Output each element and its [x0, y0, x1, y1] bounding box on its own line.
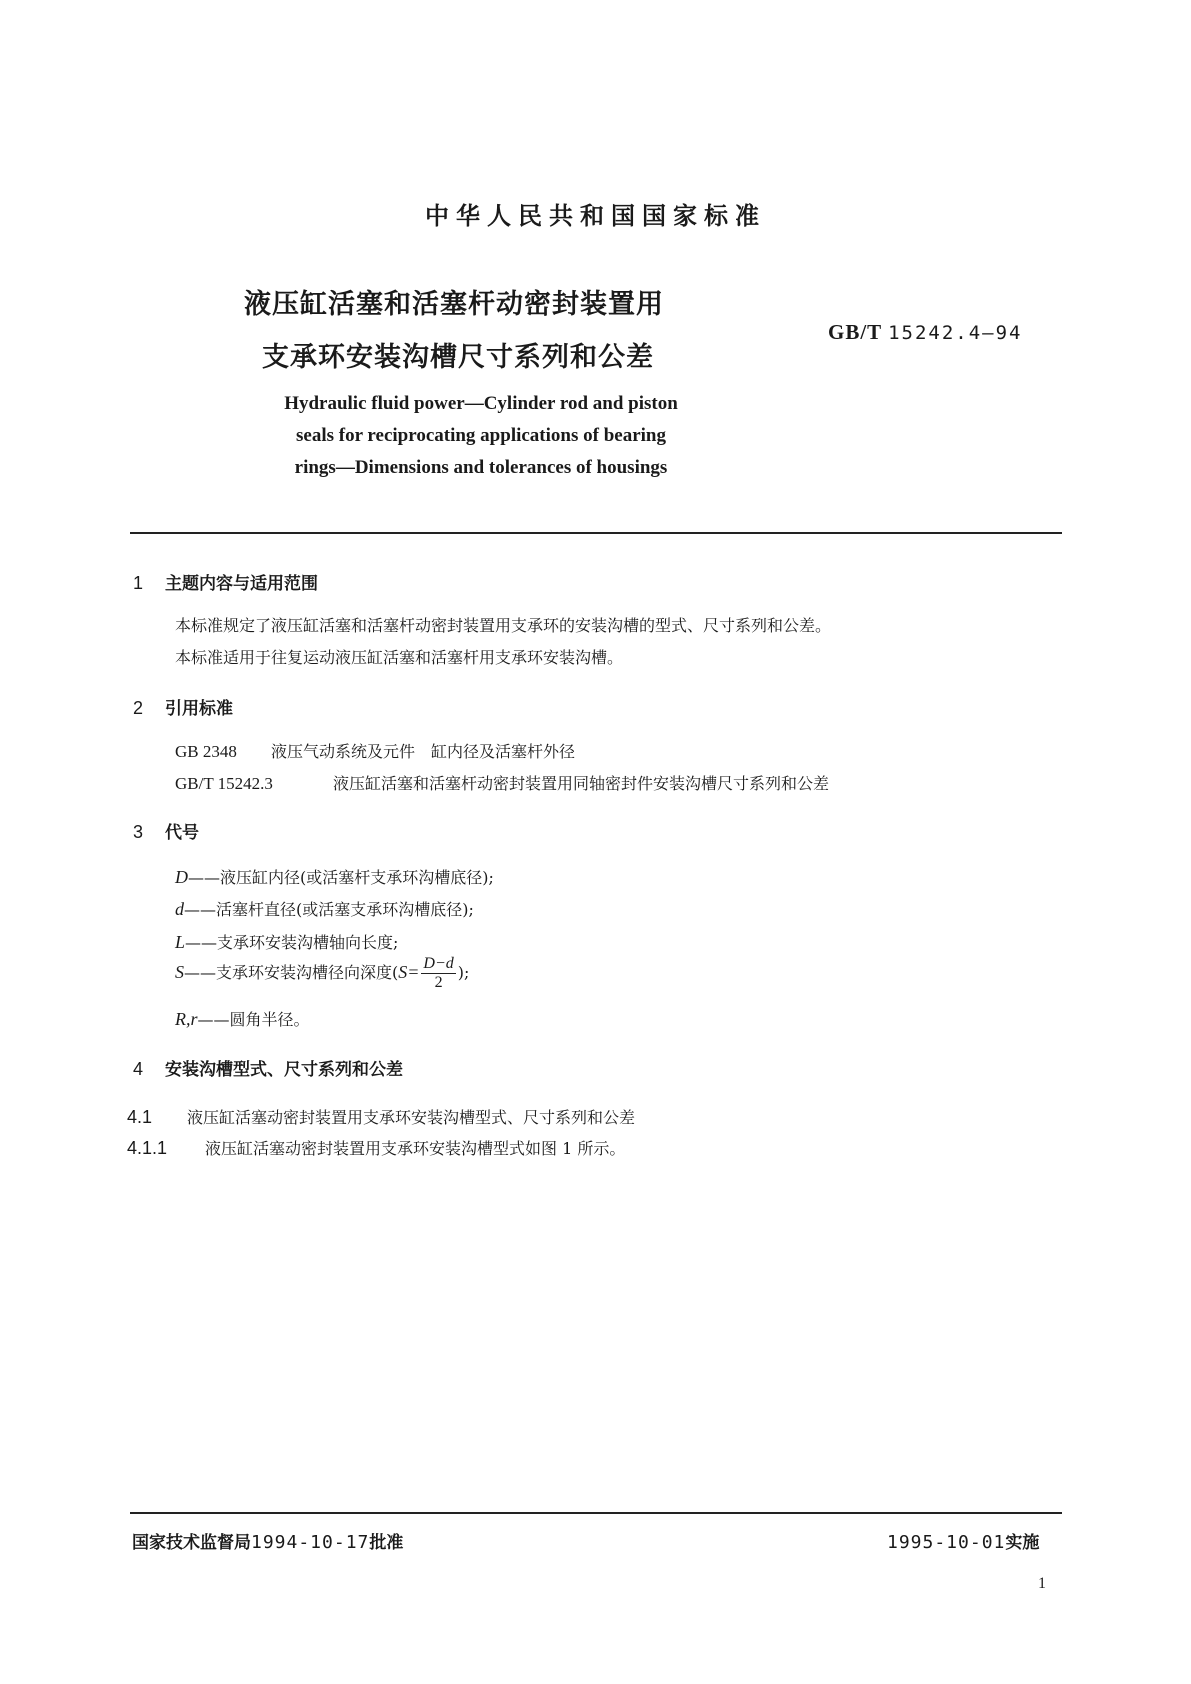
reference-item: [175, 739, 575, 762]
section2-title: 引用标准: [165, 699, 233, 719]
symbol-definition: [175, 1007, 310, 1030]
title-cn-line2: 支承环安装沟槽尺寸系列和公差: [262, 342, 654, 373]
section1-paragraph1: 本标准规定了液压缸活塞和活塞杆动密封装置用支承环的安装沟槽的型式、尺寸系列和公差。: [175, 616, 832, 635]
reference-item: [175, 771, 829, 794]
standard-code: [828, 320, 1022, 345]
subsection-number: 4.1: [127, 1107, 153, 1127]
footer-divider: [130, 1512, 1062, 1514]
symbol: L: [175, 932, 186, 952]
title-en-line2: seals for reciprocating applications of bearing: [296, 425, 666, 446]
subsection-text: 液压缸活塞动密封装置用支承环安装沟槽型式、尺寸系列和公差: [187, 1108, 636, 1127]
subsection-text: 液压缸活塞动密封装置用支承环安装沟槽型式如图 1 所示。: [205, 1139, 626, 1158]
title-cn-line1: 液压缸活塞和活塞杆动密封装置用: [244, 289, 664, 320]
approve-label: 批准: [369, 1533, 404, 1553]
section3-number: 3: [133, 822, 144, 842]
reference-title: 液压缸活塞和活塞杆动密封装置用同轴密封件安装沟槽尺寸系列和公差: [333, 774, 830, 793]
effective-label: 实施: [1005, 1533, 1040, 1553]
standard-prefix: GB/T: [828, 320, 882, 344]
symbol-description: ——液压缸内径(或活塞杆支承环沟槽底径);: [188, 868, 494, 887]
section3-title: 代号: [165, 823, 199, 843]
section1-title: 主题内容与适用范围: [165, 574, 318, 594]
subsection-4-1: [127, 1105, 635, 1128]
formula-close: );: [457, 963, 470, 982]
depth-formula-fraction: [421, 955, 455, 992]
header-divider: [130, 532, 1062, 534]
approval-line: [132, 1528, 403, 1553]
symbol: S: [175, 962, 184, 982]
reference-code: GB 2348: [175, 742, 237, 761]
approve-date: 1994-10-17: [251, 1532, 370, 1553]
symbol: D: [175, 867, 188, 887]
section1-number: 1: [133, 573, 144, 593]
section1-heading: [133, 569, 318, 594]
section4-heading: [133, 1055, 403, 1080]
symbol-definition: [175, 897, 474, 920]
title-en-line3: rings—Dimensions and tolerances of housings: [294, 457, 668, 478]
effective-line: [887, 1528, 1039, 1553]
symbol-description: ——支承环安装沟槽轴向长度;: [185, 933, 399, 952]
section4-number: 4: [133, 1059, 144, 1079]
symbol-definition: [175, 930, 398, 953]
subsection-4-1-1: [127, 1136, 625, 1159]
title-en-line1: Hydraulic fluid power—Cylinder rod and piston: [284, 393, 678, 414]
national-standard-label: 中华人民共和国国家标准: [425, 202, 766, 230]
reference-code: GB/T 15242.3: [175, 774, 273, 793]
formula-denominator: 2: [434, 974, 443, 991]
symbol-description: ——圆角半径。: [197, 1010, 310, 1029]
symbol: R,r: [175, 1009, 198, 1029]
symbol-description: ——活塞杆直径(或活塞支承环沟槽底径);: [184, 900, 474, 919]
subsection-number: 4.1.1: [127, 1138, 168, 1158]
section2-heading: [133, 694, 233, 719]
effective-date: 1995-10-01: [887, 1532, 1006, 1553]
symbol-description: ——支承环安装沟槽径向深度(: [184, 963, 399, 982]
section2-number: 2: [133, 698, 144, 718]
issuer: 国家技术监督局: [132, 1533, 251, 1553]
formula-numerator: D−d: [423, 955, 454, 972]
section1-paragraph2: 本标准适用于往复运动液压缸活塞和活塞杆用支承环安装沟槽。: [175, 648, 624, 667]
formula-lhs: S=: [398, 962, 420, 982]
section3-heading: [133, 818, 199, 843]
section4-title: 安装沟槽型式、尺寸系列和公差: [165, 1060, 403, 1080]
standard-number: 15242.4—94: [888, 322, 1023, 344]
symbol-definition: [175, 955, 469, 992]
symbol: d: [175, 899, 184, 919]
reference-title: 液压气动系统及元件 缸内径及活塞杆外径: [271, 742, 576, 761]
symbol-definition: [175, 865, 494, 888]
page-number: 1: [1038, 1575, 1046, 1592]
